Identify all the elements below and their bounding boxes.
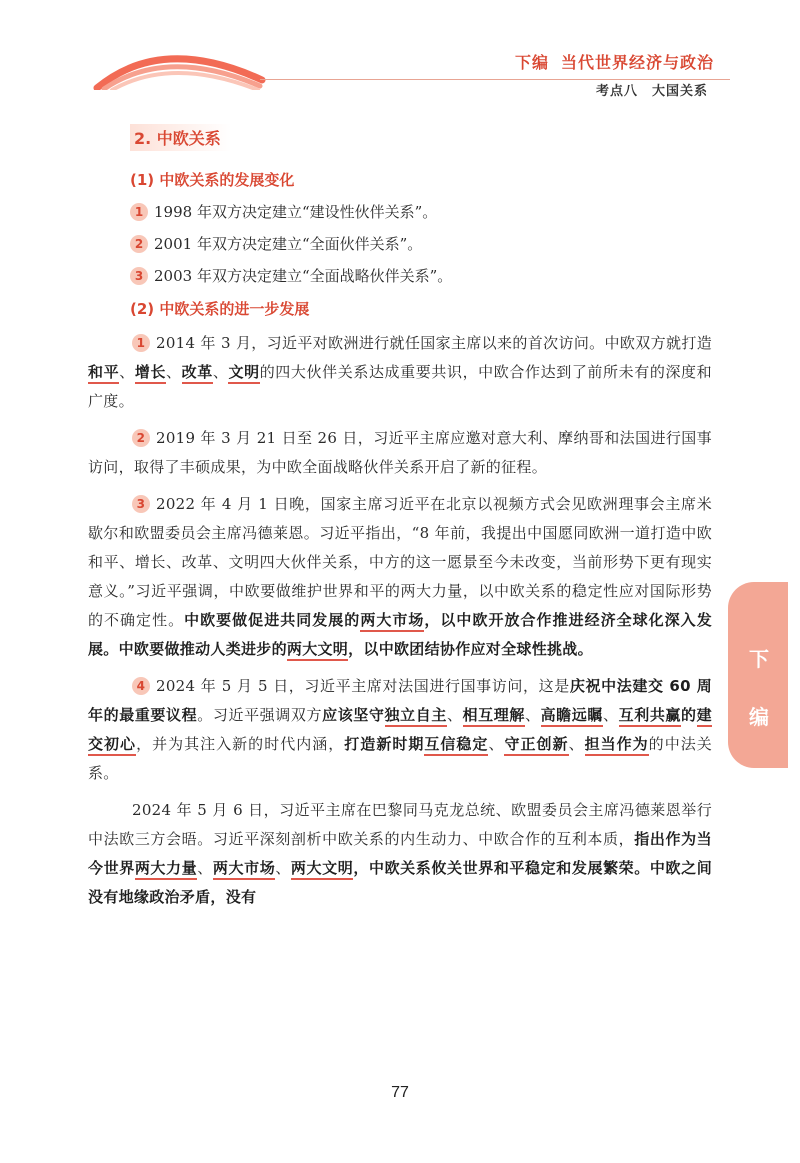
text: 2024 年 5 月 6 日，习近平主席在巴黎同马克龙总统、欧盟委员会主席冯德莱恩举行中法欧三方会晤。习近平深刻剖析中欧关系的内生动力、中欧合作的互利本质， <box>88 801 712 848</box>
paragraph-1 <box>88 329 712 416</box>
keyword: 两大力量 <box>135 859 197 880</box>
text: 2019 年 3 月 21 日至 26 日，习近平主席应邀对意大利、摩纳哥和法国进行国事访问，取得了丰硕成果，为中欧全面战略伙伴关系开启了新的征程。 <box>88 429 712 476</box>
section-title: 2. 中欧关系 <box>130 124 231 151</box>
number-badge: 2 <box>132 429 150 447</box>
text: 。习近平强调双方 <box>197 706 323 724</box>
text: 、 <box>524 706 541 724</box>
bold-text: 应该坚守 <box>322 706 385 724</box>
list-item <box>130 202 712 222</box>
keyword: 增长 <box>135 363 166 384</box>
keyword: 互信稳定 <box>424 735 488 756</box>
page-number: 77 <box>391 1084 409 1101</box>
number-badge: 4 <box>132 677 150 695</box>
text: 、 <box>488 735 505 753</box>
keyword: 互利共赢 <box>619 706 681 727</box>
subsection-title-1: (1) 中欧关系的发展变化 <box>130 171 295 189</box>
header-unit: 考点八 <box>595 84 638 99</box>
paragraph-2 <box>88 424 712 482</box>
keyword: 守正创新 <box>504 735 568 756</box>
bold-text: 庆祝中法建交 60 周年的最重要议程 <box>88 677 713 724</box>
page-content <box>88 120 712 912</box>
text: 、 <box>603 706 619 724</box>
bold-text: 指出作为当今世界 <box>88 830 712 877</box>
text: 、 <box>446 706 463 724</box>
bold-text: ，以中欧团结协作应对全球性挑战。 <box>348 640 593 658</box>
side-tab-char-1: 下 <box>749 647 769 671</box>
text: 、 <box>212 363 229 381</box>
text: 2014 年 3 月，习近平对欧洲进行就任国家主席以来的首次访问。中欧双方就打造 <box>156 334 712 352</box>
subsection-title-2: (2) 中欧关系的进一步发展 <box>130 300 310 318</box>
keyword: 两大市场 <box>360 611 424 632</box>
keyword: 建交初心 <box>88 706 712 756</box>
item-text: 2001 年双方决定建立“全面伙伴关系”。 <box>154 235 423 253</box>
header-arc-decoration <box>92 40 272 90</box>
text: 的四大伙伴关系达成重要共识，中欧合作达到了前所未有的深度和广度。 <box>88 363 712 410</box>
header-title-text: 当代世界经济与政治 <box>560 53 714 72</box>
header-part: 下编 <box>514 53 549 72</box>
side-tab-label <box>745 630 773 746</box>
keyword: 相互理解 <box>463 706 525 727</box>
item-text: 2003 年双方决定建立“全面战略伙伴关系”。 <box>154 267 453 285</box>
bold-text: 中欧要做促进共同发展的 <box>184 611 361 629</box>
header-topic: 大国关系 <box>651 84 708 99</box>
text: 、 <box>119 363 135 381</box>
text: 、 <box>166 363 182 381</box>
text: 、 <box>568 735 585 753</box>
header-subtitle <box>596 80 708 99</box>
number-badge: 2 <box>130 235 148 253</box>
bold-text: ，中欧关系攸关世界和平稳定和发展繁荣。中欧之间没有地缘政治矛盾，没有 <box>88 859 713 906</box>
bold-text: ，以中欧开放合作推进经济全球化深入发展。中欧要做推动人类进步的 <box>88 611 712 658</box>
keyword: 两大文明 <box>291 859 353 880</box>
bold-text: 的 <box>681 706 697 724</box>
keyword: 文明 <box>228 363 259 384</box>
list-item <box>130 266 712 286</box>
keyword: 改革 <box>182 363 213 384</box>
text: 、 <box>197 859 213 877</box>
number-badge: 3 <box>130 267 148 285</box>
text: 、 <box>275 859 291 877</box>
side-tab-char-2: 编 <box>749 705 769 729</box>
paragraph-4 <box>88 672 712 788</box>
list-item <box>130 234 712 254</box>
keyword: 高瞻远瞩 <box>541 706 603 727</box>
keyword: 担当作为 <box>585 735 649 756</box>
number-badge: 3 <box>132 495 150 513</box>
keyword: 独立自主 <box>385 706 447 727</box>
paragraph-5 <box>88 796 712 912</box>
number-badge: 1 <box>130 203 148 221</box>
text: 2024 年 5 月 5 日，习近平主席对法国进行国事访问，这是 <box>156 677 570 695</box>
number-badge: 1 <box>132 334 150 352</box>
item-text: 1998 年双方决定建立“建设性伙伴关系”。 <box>154 203 438 221</box>
keyword: 两大文明 <box>287 640 348 661</box>
keyword: 和平 <box>88 363 119 384</box>
paragraph-3 <box>88 490 712 664</box>
page-header <box>0 0 800 110</box>
text: 2022 年 4 月 1 日晚，国家主席习近平在北京以视频方式会见欧洲理事会主席米歇尔和欧盟委员会主席冯德莱恩。习近平指出，“8 年前，我提出中国愿同欧洲一道打造中欧和平、增长、改革、文明四大伙伴关系，中方的这一愿景至今未改变，当前形势下更有现实意义。”习近平强调，中欧要做维护世界和平的两大力量，以中欧关系的稳定性应对国际形势的不确定性。 <box>88 495 712 629</box>
text: 的中法关系。 <box>88 735 713 782</box>
text: ，并为其注入新的时代内涵， <box>136 735 345 753</box>
bold-text: 打造新时期 <box>344 735 425 753</box>
header-title <box>515 50 714 73</box>
keyword: 两大市场 <box>213 859 275 880</box>
